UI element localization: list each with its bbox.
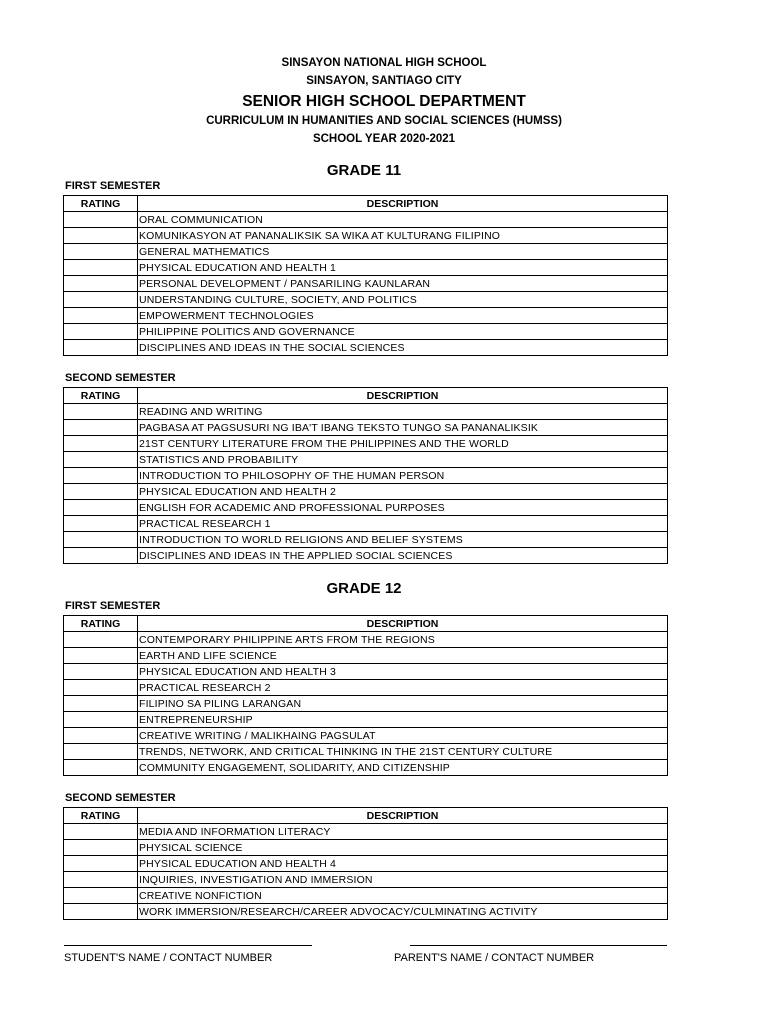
table-row	[64, 404, 668, 420]
table-row	[64, 308, 668, 324]
subject-description: FILIPINO SA PILING LARANGAN	[138, 696, 668, 712]
parent-signature-label: PARENT'S NAME / CONTACT NUMBER	[394, 952, 595, 964]
rating-cell[interactable]	[64, 532, 138, 548]
subject-description: CREATIVE WRITING / MALIKHAING PAGSULAT	[138, 728, 668, 744]
table-row	[64, 244, 668, 260]
header-school: SINSAYON NATIONAL HIGH SCHOOL	[281, 57, 487, 69]
table-row	[64, 468, 668, 484]
header-school-year: SCHOOL YEAR 2020-2021	[312, 133, 456, 145]
table-row	[64, 420, 668, 436]
grade12-second-semester-table	[63, 807, 668, 920]
header-city: SINSAYON, SANTIAGO CITY	[306, 75, 462, 87]
table-row	[64, 632, 668, 648]
subject-description: ENTREPRENEURSHIP	[138, 712, 668, 728]
table-row	[64, 760, 668, 776]
rating-cell[interactable]	[64, 712, 138, 728]
description-header: DESCRIPTION	[138, 808, 668, 824]
subject-description: PHYSICAL SCIENCE	[138, 840, 668, 856]
rating-cell[interactable]	[64, 500, 138, 516]
subject-description: PERSONAL DEVELOPMENT / PANSARILING KAUNLARAN	[138, 276, 668, 292]
rating-cell[interactable]	[64, 308, 138, 324]
table-row	[64, 532, 668, 548]
rating-cell[interactable]	[64, 244, 138, 260]
subject-description: READING AND WRITING	[138, 404, 668, 420]
rating-cell[interactable]	[64, 664, 138, 680]
table-row	[64, 888, 668, 904]
rating-cell[interactable]	[64, 824, 138, 840]
subject-description: PHYSICAL EDUCATION AND HEALTH 3	[138, 664, 668, 680]
table-row	[64, 664, 668, 680]
header-curriculum: CURRICULUM IN HUMANITIES AND SOCIAL SCIENCES (HUMSS)	[206, 115, 562, 127]
grade11-second-semester-table	[63, 387, 668, 564]
rating-cell[interactable]	[64, 436, 138, 452]
subject-description: EMPOWERMENT TECHNOLOGIES	[138, 308, 668, 324]
table-row	[64, 324, 668, 340]
description-header: DESCRIPTION	[138, 196, 668, 212]
rating-header: RATING	[64, 808, 138, 824]
subject-description: ORAL COMMUNICATION	[138, 212, 668, 228]
subject-description: INTRODUCTION TO WORLD RELIGIONS AND BELIEF SYSTEMS	[138, 532, 668, 548]
rating-cell[interactable]	[64, 744, 138, 760]
table-row	[64, 516, 668, 532]
table-row	[64, 856, 668, 872]
rating-cell[interactable]	[64, 324, 138, 340]
rating-cell[interactable]	[64, 260, 138, 276]
grade11-title: GRADE 11	[326, 162, 402, 179]
subject-description: TRENDS, NETWORK, AND CRITICAL THINKING IN THE 21ST CENTURY CULTURE	[138, 744, 668, 760]
subject-description: GENERAL MATHEMATICS	[138, 244, 668, 260]
grade12-title: GRADE 12	[326, 580, 402, 597]
table-row	[64, 548, 668, 564]
description-header: DESCRIPTION	[138, 616, 668, 632]
grade12-first-semester-label: FIRST SEMESTER	[65, 600, 161, 612]
rating-cell[interactable]	[64, 292, 138, 308]
grade12-second-semester-label: SECOND SEMESTER	[65, 792, 176, 804]
table-row	[64, 484, 668, 500]
rating-cell[interactable]	[64, 404, 138, 420]
rating-cell[interactable]	[64, 276, 138, 292]
rating-cell[interactable]	[64, 904, 138, 920]
subject-description: INQUIRIES, INVESTIGATION AND IMMERSION	[138, 872, 668, 888]
subject-description: CONTEMPORARY PHILIPPINE ARTS FROM THE REGIONS	[138, 632, 668, 648]
rating-cell[interactable]	[64, 856, 138, 872]
subject-description: ENGLISH FOR ACADEMIC AND PROFESSIONAL PURPOSES	[138, 500, 668, 516]
table-row	[64, 648, 668, 664]
rating-cell[interactable]	[64, 212, 138, 228]
rating-cell[interactable]	[64, 548, 138, 564]
subject-description: DISCIPLINES AND IDEAS IN THE SOCIAL SCIENCES	[138, 340, 668, 356]
table-row	[64, 500, 668, 516]
grade11-second-semester-label: SECOND SEMESTER	[65, 372, 176, 384]
table-row	[64, 712, 668, 728]
subject-description: UNDERSTANDING CULTURE, SOCIETY, AND POLITICS	[138, 292, 668, 308]
grade12-first-semester-table	[63, 615, 668, 776]
subject-description: PAGBASA AT PAGSUSURI NG IBA'T IBANG TEKSTO TUNGO SA PANANALIKSIK	[138, 420, 668, 436]
grade11-first-semester-label: FIRST SEMESTER	[65, 180, 161, 192]
subject-description: PHYSICAL EDUCATION AND HEALTH 2	[138, 484, 668, 500]
table-row	[64, 436, 668, 452]
subject-description: 21ST CENTURY LITERATURE FROM THE PHILIPPINES AND THE WORLD	[138, 436, 668, 452]
rating-cell[interactable]	[64, 484, 138, 500]
rating-cell[interactable]	[64, 872, 138, 888]
subject-description: PHYSICAL EDUCATION AND HEALTH 1	[138, 260, 668, 276]
rating-cell[interactable]	[64, 696, 138, 712]
rating-cell[interactable]	[64, 840, 138, 856]
table-row	[64, 904, 668, 920]
subject-description: STATISTICS AND PROBABILITY	[138, 452, 668, 468]
rating-cell[interactable]	[64, 516, 138, 532]
rating-cell[interactable]	[64, 420, 138, 436]
rating-cell[interactable]	[64, 468, 138, 484]
rating-cell[interactable]	[64, 680, 138, 696]
rating-header: RATING	[64, 196, 138, 212]
table-row	[64, 696, 668, 712]
subject-description: PHYSICAL EDUCATION AND HEALTH 4	[138, 856, 668, 872]
rating-header: RATING	[64, 616, 138, 632]
subject-description: COMMUNITY ENGAGEMENT, SOLIDARITY, AND CITIZENSHIP	[138, 760, 668, 776]
subject-description: DISCIPLINES AND IDEAS IN THE APPLIED SOCIAL SCIENCES	[138, 548, 668, 564]
parent-signature-line	[410, 945, 667, 946]
table-row	[64, 340, 668, 356]
table-row	[64, 840, 668, 856]
subject-description: PHILIPPINE POLITICS AND GOVERNANCE	[138, 324, 668, 340]
grade11-first-semester-table	[63, 195, 668, 356]
rating-cell[interactable]	[64, 452, 138, 468]
table-row	[64, 872, 668, 888]
subject-description: PRACTICAL RESEARCH 2	[138, 680, 668, 696]
subject-description: INTRODUCTION TO PHILOSOPHY OF THE HUMAN PERSON	[138, 468, 668, 484]
table-row	[64, 228, 668, 244]
student-signature-line	[64, 945, 312, 946]
rating-header: RATING	[64, 388, 138, 404]
rating-cell[interactable]	[64, 340, 138, 356]
student-signature-label: STUDENT'S NAME / CONTACT NUMBER	[64, 952, 273, 964]
table-row	[64, 212, 668, 228]
subject-description: EARTH AND LIFE SCIENCE	[138, 648, 668, 664]
table-row	[64, 452, 668, 468]
description-header: DESCRIPTION	[138, 388, 668, 404]
subject-description: WORK IMMERSION/RESEARCH/CAREER ADVOCACY/CULMINATING ACTIVITY	[138, 904, 668, 920]
rating-cell[interactable]	[64, 760, 138, 776]
table-row	[64, 680, 668, 696]
header-department: SENIOR HIGH SCHOOL DEPARTMENT	[242, 93, 526, 110]
rating-cell[interactable]	[64, 648, 138, 664]
table-row	[64, 292, 668, 308]
rating-cell[interactable]	[64, 228, 138, 244]
table-row	[64, 260, 668, 276]
table-row	[64, 824, 668, 840]
table-row	[64, 728, 668, 744]
subject-description: PRACTICAL RESEARCH 1	[138, 516, 668, 532]
rating-cell[interactable]	[64, 728, 138, 744]
rating-cell[interactable]	[64, 888, 138, 904]
table-row	[64, 744, 668, 760]
subject-description: KOMUNIKASYON AT PANANALIKSIK SA WIKA AT KULTURANG FILIPINO	[138, 228, 668, 244]
table-row	[64, 276, 668, 292]
subject-description: MEDIA AND INFORMATION LITERACY	[138, 824, 668, 840]
rating-cell[interactable]	[64, 632, 138, 648]
subject-description: CREATIVE NONFICTION	[138, 888, 668, 904]
